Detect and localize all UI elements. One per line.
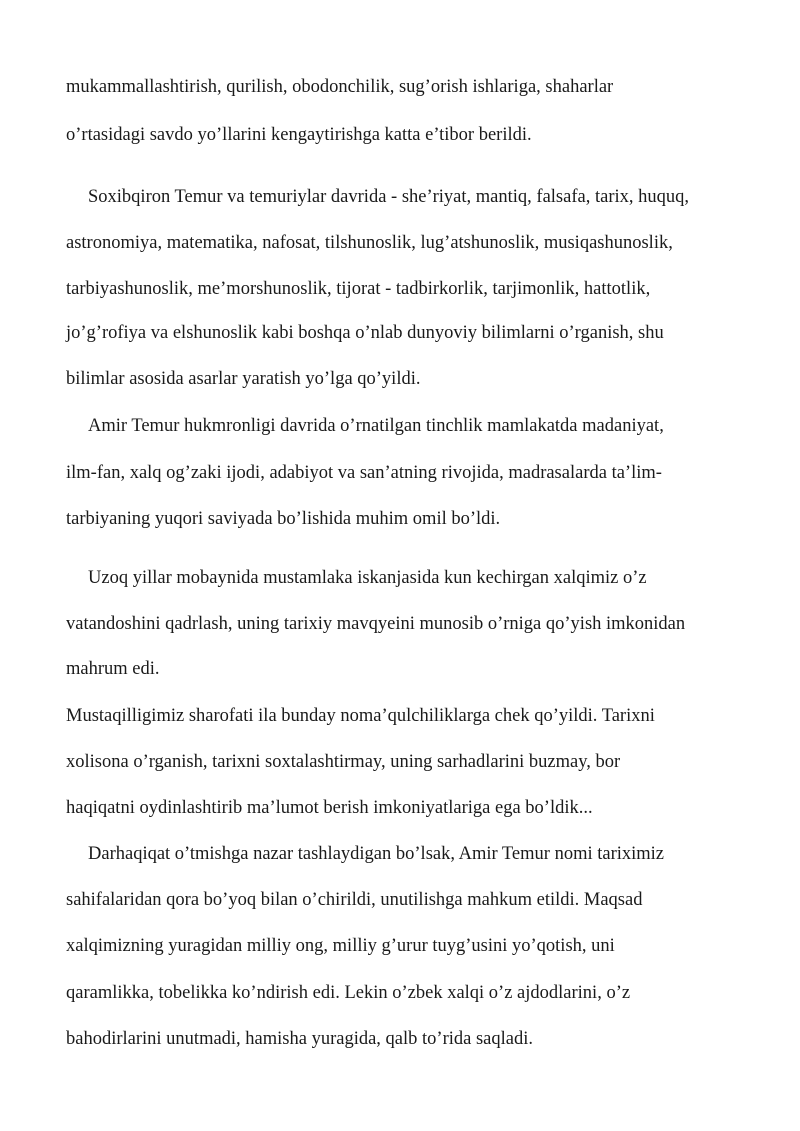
paragraph-first-line: Soxibqiron Temur va temuriylar davrida - she’riyat, mantiq, falsafa, tarix, huquq, [88,187,689,207]
text-line: bilimlar asosida asarlar yaratish yo’lga qo’yildi. [66,369,421,389]
text-line: xalqimizning yuragidan milliy ong, milliy g’urur tuyg’usini yo’qotish, uni [66,936,615,956]
text-line: astronomiya, matematika, nafosat, tilshunoslik, lug’atshunoslik, musiqashunoslik, [66,233,673,253]
paragraph-first-line: Mustaqilligimiz sharofati ila bunday noma’qulchiliklarga chek qo’yildi. Tarixni [66,706,655,726]
text-line: tarbiyashunoslik, me’morshunoslik, tijorat - tadbirkorlik, tarjimonlik, hattotlik, [66,279,651,299]
text-line: ilm-fan, xalq og’zaki ijodi, adabiyot va san’atning rivojida, madrasalarda ta’lim- [66,463,662,483]
text-line: qaramlikka, tobelikka ko’ndirish edi. Lekin o’zbek xalqi o’z ajdodlarini, o’z [66,983,631,1003]
text-line: jo’g’rofiya va elshunoslik kabi boshqa o’nlab dunyoviy bilimlarni o’rganish, shu [66,323,664,343]
text-line: bahodirlarini unutmadi, hamisha yuragida, qalb to’rida saqladi. [66,1029,533,1049]
paragraph-first-line: Uzoq yillar mobaynida mustamlaka iskanjasida kun kechirgan xalqimiz o’z [88,568,647,588]
text-line: mahrum edi. [66,659,160,679]
paragraph-first-line: Amir Temur hukmronligi davrida o’rnatilgan tinchlik mamlakatda madaniyat, [88,416,664,436]
text-line: o’rtasidagi savdo yo’llarini kengaytirishga katta e’tibor berildi. [66,125,532,145]
text-line: tarbiyaning yuqori saviyada bo’lishida muhim omil bo’ldi. [66,509,501,529]
text-line: haqiqatni oydinlashtirib ma’lumot berish imkoniyatlariga ega bo’ldik... [66,798,593,818]
text-line: sahifalaridan qora bo’yoq bilan o’chirildi, unutilishga mahkum etildi. Maqsad [66,890,643,910]
text-line: xolisona o’rganish, tarixni soxtalashtirmay, uning sarhadlarini buzmay, bor [66,752,621,772]
text-line: vatandoshini qadrlash, uning tarixiy mavqyeini munosib o’rniga qo’yish imkonidan [66,614,686,634]
paragraph-first-line: Darhaqiqat o’tmishga nazar tashlaydigan bo’lsak, Amir Temur nomi tariximiz [88,844,665,864]
text-line: mukammallashtirish, qurilish, obodonchilik, sug’orish ishlariga, shaharlar [66,77,614,97]
